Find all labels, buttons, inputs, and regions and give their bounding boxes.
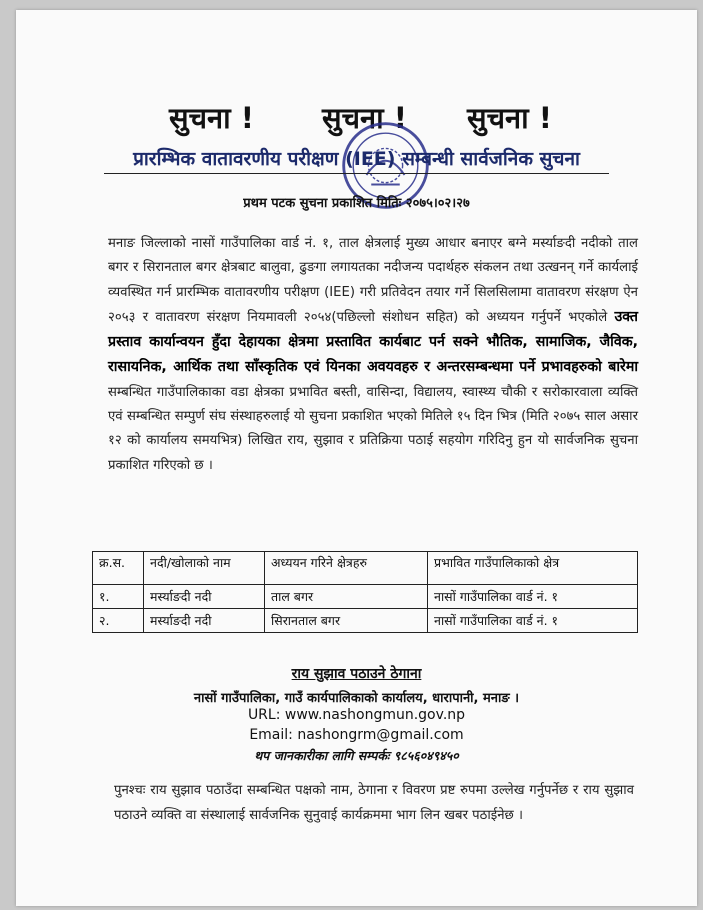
table-row — [93, 585, 638, 609]
postscript: पुनश्चः राय सुझाव पठाउँदा सम्बन्धित पक्षको नाम, ठेगाना र विवरण प्रष्ट रुपमा उल्लेख गर्नुपर्नेछ र राय सुझाव पठाउने व्यक्ति वा संस्थालाई सार्वजनिक सुनुवाई कार्यक्रममा भाग लिन खबर पठाईनेछ । — [114, 783, 634, 823]
header-affected-area: प्रभावित गाउँपालिकाको क्षेत्र — [428, 552, 638, 585]
publication-date: प्रथम पटक सुचना प्रकाशित मितिः २०७५।०२।२७ — [243, 196, 470, 211]
address-email: Email: nashongrm@gmail.com — [249, 727, 464, 743]
table-row — [93, 609, 638, 633]
headline-word-3: सुचना ! — [467, 101, 552, 135]
address-title: राय सुझाव पठाउने ठेगाना — [291, 666, 422, 682]
address-url: URL: www.nashongmun.gov.np — [247, 707, 466, 723]
study-area-table — [92, 551, 638, 633]
address-contact: थप जानकारीका लागि सम्पर्कः ९८५६०४९४५० — [254, 748, 459, 763]
notice-body — [108, 232, 638, 478]
body-text-part1: मनाङ जिल्लाको नासों गाउँपालिका वार्ड नं. १, ताल क्षेत्रलाई मुख्य आधार बनाएर बग्ने मर्स्याङदी नदीको ताल बगर र सिरानताल बगर क्षेत्रबाट बालुवा, ढुङगा लगायतका नदीजन्य पदार्थहरु संकलन तथा उत्खनन् गर्ने कार्यलाई व्यवस्थित गर्न प्रारम्भिक वातावरणीय परीक्षण (IEE) गरी प्रतिवेदन तयार गर्ने सिलसिलामा वातावरण संरक्षण ऐन २०५३ र वातावरण संरक्षण नियमावली २०५४(पछिल्लो संशोधन सहित) को अध्ययन गर्नुपर्ने भएकोले — [108, 236, 638, 325]
headline-word-2: सुचना ! — [322, 101, 407, 135]
cell-affected-area: नासों गाउँपालिका वार्ड नं. १ — [428, 609, 638, 633]
address-office: नासों गाउँपालिका, गाउँ कार्यपालिकाको कार्यालय, धारापानी, मनाङ । — [193, 691, 520, 706]
header-serial: क्र.स. — [93, 552, 144, 585]
table-header-row — [93, 552, 638, 585]
notice-page — [16, 10, 697, 906]
cell-serial: २. — [93, 609, 144, 633]
cell-study-area: ताल बगर — [265, 585, 428, 609]
cell-river: मर्स्याङदी नदी — [144, 585, 265, 609]
body-text-bold: उक्त प्रस्ताव कार्यान्वयन हुँदा देहायका क्षेत्रमा प्रस्तावित कार्यबाट पर्न सक्ने भौतिक, सामाजिक, जैविक, रासायनिक, आर्थिक तथा साँस्कृतिक एवं यिनका अवयवहरु र अन्तरसम्बन्धमा पर्ने प्रभावहरुको बारेमा — [108, 308, 638, 376]
cell-study-area: सिरानताल बगर — [265, 609, 428, 633]
notice-subtitle: प्रारम्भिक वातावरणीय परीक्षण (IEE) सम्बन्धी सार्वजनिक सुचना — [104, 145, 609, 174]
header-study-area: अध्ययन गरिने क्षेत्रहरु — [265, 552, 428, 585]
cell-affected-area: नासों गाउँपालिका वार्ड नं. १ — [428, 585, 638, 609]
body-text-part3: सम्बन्धित गाउँपालिकाका वडा क्षेत्रका प्रभावित बस्ती, वासिन्दा, विद्यालय, स्वास्थ्य चौकी र सरोकारवाला व्यक्ति एवं सम्बन्धित सम्पुर्ण संघ संस्थाहरुलाई यो सुचना प्रकाशित भएको मितिले १५ दिन भित्र (मिति २०७५ साल असार १२ को कार्यालय समयभित्र) लिखित राय, सुझाव र प्रतिक्रिया पठाई सहयोग गरिदिनु हुन यो सार्वजनिक सुचना प्रकाशित गरिएको छ । — [108, 384, 638, 473]
cell-serial: १. — [93, 585, 144, 609]
cell-river: मर्स्याङदी नदी — [144, 609, 265, 633]
header-river: नदी/खोलाको नाम — [144, 552, 265, 585]
headline-word-1: सुचना ! — [169, 101, 254, 135]
